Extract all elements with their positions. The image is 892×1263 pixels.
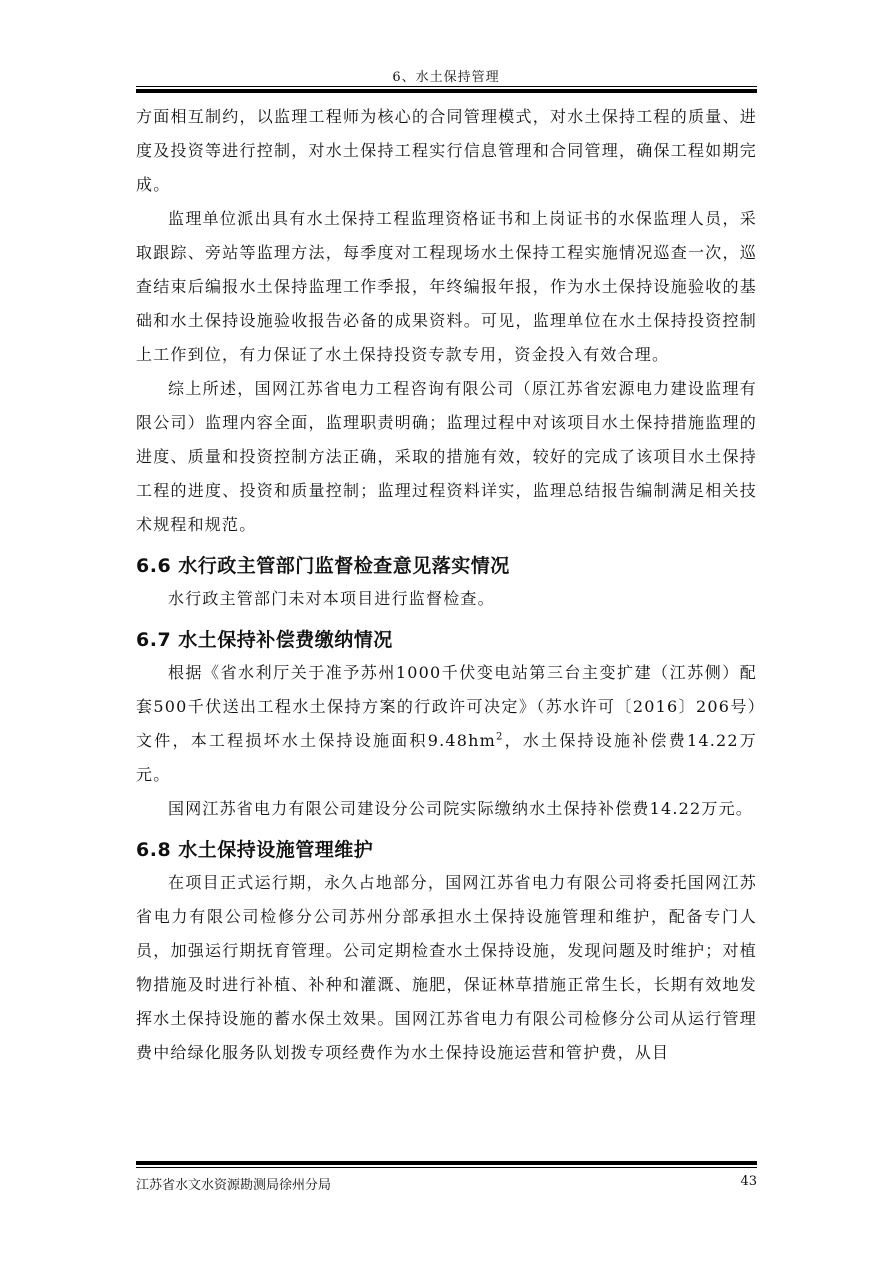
footer-rule-thin	[136, 1167, 757, 1168]
paragraph-summary: 综上所述，国网江苏省电力工程咨询有限公司（原江苏省宏源电力建设监理有限公司）监理内容全面，监理职责明确；监理过程中对该项目水土保持措施监理的进度、质量和投资控制方法正确，采取的措施有效，较好的完成了该项目水土保持工程的进度、投资和质量控制；监理过程资料详实，监理总结报告编制满足相关技术规程和规范。	[136, 379, 757, 534]
section-heading-6-6: 6.6 水行政主管部门监督检查意见落实情况	[136, 555, 510, 577]
paragraph-6-8: 在项目正式运行期，永久占地部分，国网江苏省电力有限公司将委托国网江苏省电力有限公司检修分公司苏州分部承担水土保持设施管理和维护，配备专门人员，加强运行期抚育管理。公司定期检查水土保持设施，发现问题及时维护；对植物措施及时进行补植、补种和灌溉、施肥，保证林草措施正常生长，长期有效地发挥水土保持设施的蓄水保土效果。国网江苏省电力有限公司检修分公司从运行管理费中给绿化服务队划拨专项经费作为水土保持设施运营和管护费，从目	[136, 873, 757, 1062]
paragraph-continued: 方面相互制约，以监理工程师为核心的合同管理模式，对水土保持工程的质量、进度及投资等进行控制，对水土保持工程实行信息管理和合同管理，确保工程如期完成。	[136, 107, 757, 194]
fee-text-b: ，水土保持设施补偿费14.22万元。	[136, 731, 757, 784]
running-header-title: 6、水土保持管理	[392, 70, 500, 85]
paragraph-6-7-fee-paid: 国网江苏省电力有限公司建设分公司院实际缴纳水土保持补偿费14.22万元。	[168, 799, 754, 818]
section-heading-6-8: 6.8 水土保持设施管理维护	[136, 839, 374, 861]
paragraph-supervision-methods: 监理单位派出具有水土保持工程监理资格证书和上岗证书的水保监理人员，采取跟踪、旁站等监理方法，每季度对工程现场水土保持工程实施情况巡查一次，巡查结束后编报水土保持监理工作季报，年终编报年报，作为水土保持设施验收的基础和水土保持设施验收报告必备的成果资料。可见，监理单位在水土保持投资控制上工作到位，有力保证了水土保持投资专款专用，资金投入有效合理。	[136, 209, 757, 364]
paragraph-6-7-fee-decision	[136, 656, 757, 792]
header-rule-thin	[136, 86, 757, 87]
section-heading-6-7: 6.7 水土保持补偿费缴纳情况	[136, 629, 393, 651]
paragraph-6-6: 水行政主管部门未对本项目进行监督检查。	[168, 589, 495, 608]
fee-text-a: 根据《省水利厅关于准予苏州1000千伏变电站第三台主变扩建（江苏侧）配套500千伏送出工程水土保持方案的行政许可决定》（苏水许可〔2016〕206号）文件，本工程损坏水土保持设施面积9.48hm	[136, 663, 757, 750]
area-unit-superscript: 2	[496, 731, 504, 743]
page-number: 43	[740, 1174, 757, 1189]
footer-organization: 江苏省水文水资源勘测局徐州分局	[136, 1178, 332, 1193]
footer-rule-thick	[136, 1161, 757, 1165]
header-rule-thick	[136, 89, 757, 93]
page-body	[136, 100, 757, 1070]
